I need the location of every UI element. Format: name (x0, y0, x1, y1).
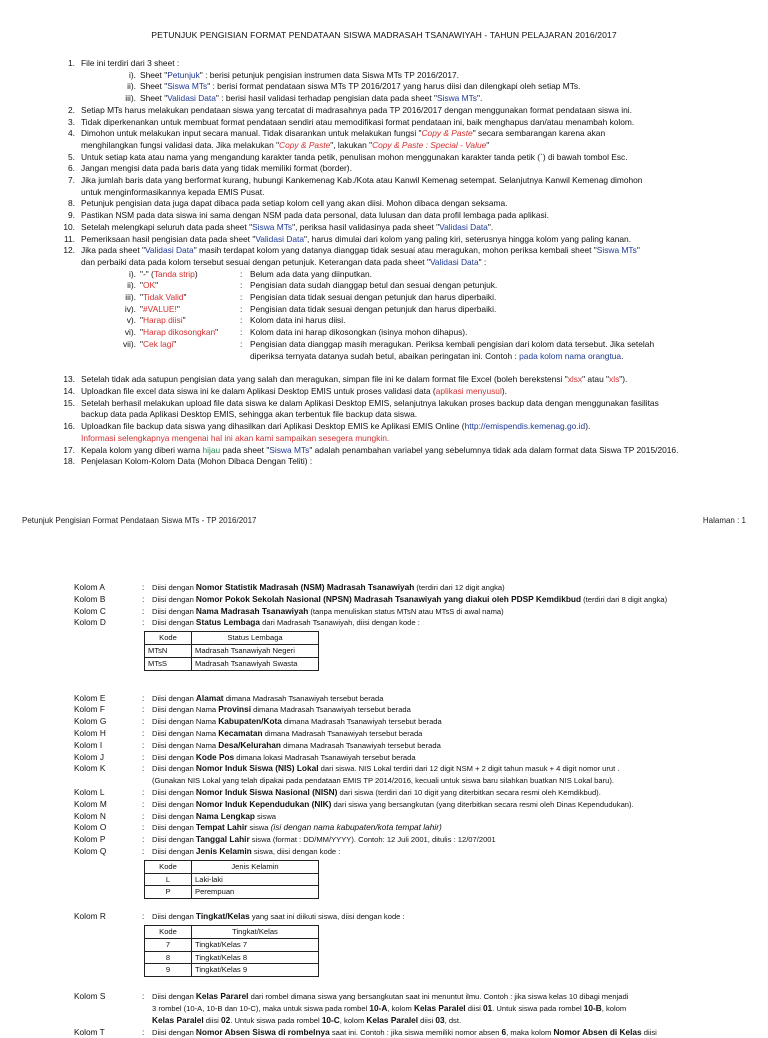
list-item: 18. Penjelasan Kolom-Kolom Data (Mohon Dibaca Dengan Teliti) : (58, 456, 748, 468)
page-footer (22, 516, 746, 525)
footer-title: Petunjuk Pengisian Format Pendataan Siswa MTs - TP 2016/2017 (22, 516, 257, 525)
jenis-kelamin-table: Kode Jenis Kelamin L Laki-laki P Perempuan (144, 860, 319, 899)
kolom-row: Kolom M : Diisi dengan Nomor Induk Kependudukan (NIK) dari siswa yang bersangkutan (yang diterbitkan secara resmi oleh Dinas Kependudukan). (74, 799, 744, 811)
list-item: 15. Setelah berhasil melakukan upload file data siswa ke dalam Aplikasi Desktop EMIS, selanjutnya lakukan proses backup data dengan menggunakan fasilitas backup data pada Aplikasi Desktop EMIS, sehingga akan terbentuk file backup data siswa. (58, 398, 748, 421)
kolom-row: Kolom F : Diisi dengan Nama Provinsi dimana Madrasah Tsanawiyah tersebut berada (74, 704, 744, 716)
list-item: 8. Petunjuk pengisian data juga dapat dibaca pada setiap kolom cell yang akan diisi. Mohon dibaca dengan seksama. (58, 198, 748, 210)
list-item: 5. Untuk setiap kata atau nama yang mengandung karakter tanda petik, penulisan mohon menggunakan karakter tanda petik (`) di bawah tombol Esc. (58, 152, 748, 164)
sub-item: ii). Sheet "Siswa MTs" : berisi format pendataan siswa MTs TP 2016/2017 yang harus diisi dan dilengkapi oleh setiap MTs. (58, 81, 748, 93)
list-item: 7. Jika jumlah baris data yang berformat kurang, hubungi Kankemenag Kab./Kota atau Kanwil Kemenag setempat. Selanjutnya Kanwil Kemenag dimohon untuk menginformasikannya kepada EMIS Pusat. (58, 175, 748, 198)
kolom-row: Kolom B : Diisi dengan Nomor Pokok Sekolah Nasional (NPSN) Madrasah Tsanawiyah yang diakui oleh PDSP Kemdikbud (terdiri dari 8 digit angka) (74, 594, 744, 606)
kolom-row: Kolom K : Diisi dengan Nomor Induk Siswa (NIS) Lokal dari siswa. NIS Lokal terdiri dari 12 digit NSM + 2 digit tahun masuk + 4 digit nomor urut . (Gunakan NIS Lokal yang telah dipakai pada pendataan EMIS TP 2014/2016, kecuali untuk siswa baru silahkan buatkan NIS Lokal baru). (74, 763, 744, 787)
list-item: 14. Uploadkan file excel data siswa ini ke dalam Aplikasi Desktop EMIS untuk proses validasi data (aplikasi menyusul). (58, 386, 748, 398)
list-item: 13. Setelah tidak ada satupun pengisian data yang salah dan meragukan, simpan file ini ke dalam format file Excel (boleh berekstensi "xlsx" atau "xls"). (58, 374, 748, 386)
legend-row: v). "Harap diisi" : Kolom data ini harus diisi. (58, 315, 748, 327)
kolom-row: Kolom J : Diisi dengan Kode Pos dimana lokasi Madrasah Tsanawiyah tersebut berada (74, 752, 744, 764)
page-title: PETUNJUK PENGISIAN FORMAT PENDATAAN SISWA MADRASAH TSANAWIYAH - TAHUN PELAJARAN 2016/2017 (0, 30, 768, 40)
list-item: 2. Setiap MTs harus melakukan pendataan siswa yang tercatat di madrasahnya pada TP 2016/2017 dengan menggunakan format pendataan siswa ini. (58, 105, 748, 117)
legend-row: iv). "#VALUE!" : Pengisian data tidak sesuai dengan petunjuk dan harus diperbaiki. (58, 304, 748, 316)
list-item: 6. Jangan mengisi data pada baris data yang tidak memiliki format (border). (58, 163, 748, 175)
kolom-row: Kolom T : Diisi dengan Nomor Absen Siswa di rombelnya saat ini. Contoh : jika siswa memiliki nomor absen 6, maka kolom Nomor Absen di Kelas diisi (74, 1027, 744, 1038)
kolom-row: Kolom S : Diisi dengan Kelas Pararel dari rombel dimana siswa yang bersangkutan saat ini menuntut ilmu. Contoh : jika siswa kelas 10 dibagi menjadi 3 rombel (10-A, 10-B dan 10-C), maka untuk siswa pada rombel 10-A, kolom Kelas Paralel diisi 01. Untuk siswa pada rombel 10-B, kolom Kelas Paralel diisi 02. Untuk siswa pada rombel 10-C, kolom Kelas Paralel diisi 03, dst. (74, 991, 744, 1026)
legend-row: ii). "OK" : Pengisian data sudah dianggap betul dan sesuai dengan petunjuk. (58, 280, 748, 292)
tingkat-kelas-table: Kode Tingkat/Kelas 7 Tingkat/Kelas 7 8 Tingkat/Kelas 8 9 Tingkat/Kelas 9 (144, 925, 319, 977)
list-item: 9. Pastikan NSM pada data siswa ini sama dengan NSM pada data personal, data lulusan dan data profil lembaga pada aplikasi. (58, 210, 748, 222)
list-item: 17. Kepala kolom yang diberi warna hijau pada sheet "Siswa MTs" adalah penambahan variabel yang sebelumnya tidak ada dalam format data Siswa TP 2015/2016. (58, 445, 748, 457)
kolom-row: Kolom A : Diisi dengan Nomor Statistik Madrasah (NSM) Madrasah Tsanawiyah (terdiri dari 12 digit angka) (74, 582, 744, 594)
list-item: 10. Setelah melengkapi seluruh data pada sheet "Siswa MTs", periksa hasil validasinya pada sheet "Validasi Data". (58, 222, 748, 234)
kolom-row: Kolom N : Diisi dengan Nama Lengkap siswa (74, 811, 744, 823)
sub-item: i). Sheet "Petunjuk" : berisi petunjuk pengisian instrumen data Siswa MTs TP 2016/2017. (58, 70, 748, 82)
legend-row: iii). "Tidak Valid" : Pengisian data tidak sesuai dengan petunjuk dan harus diperbaiki. (58, 292, 748, 304)
instructions-list (58, 58, 748, 468)
sub-item: iii). Sheet "Validasi Data" : berisi hasil validasi terhadap pengisian data pada sheet "Siswa MTs". (58, 93, 748, 105)
list-item: 4. Dimohon untuk melakukan input secara manual. Tidak disarankan untuk melakukan fungsi "Copy & Paste" secara sembarangan karena akan menghilangkan fungsi validasi data. Jika melakukan "Copy & Paste", lakukan "Copy & Paste : Special - Value" (58, 128, 748, 151)
kolom-row: Kolom O : Diisi dengan Tempat Lahir siswa (isi dengan nama kabupaten/kota tempat lahir) (74, 822, 744, 834)
legend-row: vi). "Harap dikosongkan" : Kolom data ini harap dikosongkan (isinya mohon dihapus). (58, 327, 748, 339)
validation-legend (58, 269, 748, 363)
column-descriptions (74, 582, 744, 1038)
kolom-row: Kolom L : Diisi dengan Nomor Induk Siswa Nasional (NISN) dari siswa (terdiri dari 10 digit yang diterbitkan secara resmi oleh Kemdikbud). (74, 787, 744, 799)
list-item: 11. Pemeriksaan hasil pengisian data pada sheet "Validasi Data", harus dimulai dari kolom yang paling kiri, seterusnya hingga kolom yang paling kanan. (58, 234, 748, 246)
list-item: 1. File ini terdiri dari 3 sheet : (58, 58, 748, 70)
legend-row: i). "-" (Tanda strip) : Belum ada data yang diinputkan. (58, 269, 748, 281)
status-lembaga-table: Kode Status Lembaga MTsN Madrasah Tsanawiyah Negeri MTsS Madrasah Tsanawiyah Swasta (144, 631, 319, 670)
kolom-row: Kolom G : Diisi dengan Nama Kabupaten/Kota dimana Madrasah Tsanawiyah tersebut berada (74, 716, 744, 728)
kolom-row: Kolom P : Diisi dengan Tanggal Lahir siswa (format : DD/MM/YYYY). Contoh: 12 Juli 2001, ditulis : 12/07/2001 (74, 834, 744, 846)
kolom-row: Kolom Q : Diisi dengan Jenis Kelamin siswa, diisi dengan kode : (74, 846, 744, 858)
list-item: 3. Tidak diperkenankan untuk membuat format pendataan sendiri atau memodifikasi format pendataan ini, baik menghapus dan/atau menambah kolom. (58, 117, 748, 129)
kolom-row: Kolom I : Diisi dengan Nama Desa/Kelurahan dimana Madrasah Tsanawiyah tersebut berada (74, 740, 744, 752)
list-item: 12. Jika pada sheet "Validasi Data" masih terdapat kolom yang datanya dianggap tidak sesuai atau meragukan, mohon periksa kembali sheet "Siswa MTs" dan perbaiki data pada kolom tersebut sesuai dengan petunjuk. Keterangan data pada sheet "Validasi Data" : (58, 245, 748, 268)
kolom-row: Kolom D : Diisi dengan Status Lembaga dari Madrasah Tsanawiyah, diisi dengan kode : (74, 617, 744, 629)
kolom-row: Kolom R : Diisi dengan Tingkat/Kelas yang saat ini diikuti siswa, diisi dengan kode : (74, 911, 744, 923)
kolom-row: Kolom E : Diisi dengan Alamat dimana Madrasah Tsanawiyah tersebut berada (74, 693, 744, 705)
list-item: 16. Uploadkan file backup data siswa yang dihasilkan dari Aplikasi Desktop EMIS ke Aplikasi EMIS Online (http://emispendis.kemenag.go.id). Informasi selengkapnya mengenai hal ini akan kami sampaikan sesegera mungkin. (58, 421, 748, 444)
page-number: Halaman : 1 (703, 516, 746, 525)
legend-row: vii). "Cek lagi" : Pengisian data dianggap masih meragukan. Periksa kembali pengisian dari kolom data tersebut. Jika setelah diperiksa ternyata datanya sudah betul, abaikan peringatan ini. Contoh : pada kolom nama orangtua. (58, 339, 748, 362)
kolom-row: Kolom C : Diisi dengan Nama Madrasah Tsanawiyah (tanpa menuliskan status MTsN atau MTsS di awal nama) (74, 606, 744, 618)
kolom-row: Kolom H : Diisi dengan Nama Kecamatan dimana Madrasah Tsanawiyah tersebut berada (74, 728, 744, 740)
